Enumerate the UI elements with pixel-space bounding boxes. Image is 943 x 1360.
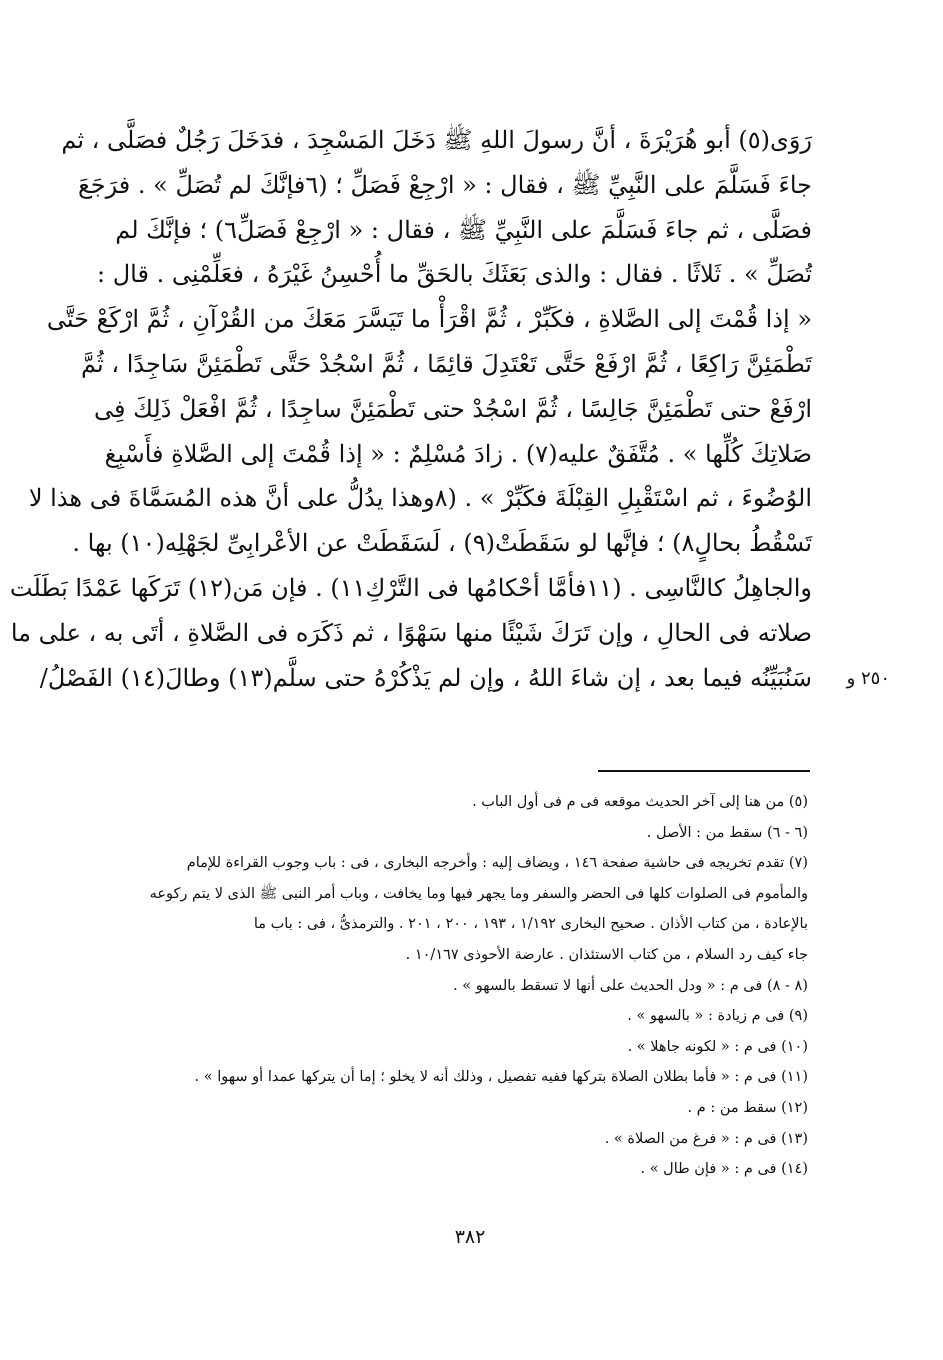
- main-text-line: رَوَى(٥) أبو هُرَيْرَةَ ، أنَّ رسولَ اللهِ ﷺ دَخَلَ المَسْجِدَ ، فدَخَلَ رَجُلٌ فصَلَّى ، ثم: [61, 126, 812, 154]
- main-text-block: [9, 118, 812, 700]
- main-text-line: صلاته فى الحالِ ، وإن تَرَكَ شَيْئًا منها سَهْوًا ، ثم ذَكَرَه فى الصَّلاةِ ، أتَى به ، على ما: [10, 618, 812, 647]
- footnote-line: (٩) فى م زيادة : « بالسهو » .: [627, 1008, 808, 1025]
- footnote-line: والمأموم فى الصلوات كلها فى الحضر والسفر وما يجهر فيها وما يخافت ، وباب أمر النبى ﷺ الذى لا يتم ركوعه: [149, 885, 808, 902]
- footnote-line: (٨ - ٨) فى م : « ودل الحديث على أنها لا تسقط بالسهو » .: [453, 977, 808, 994]
- main-text-line: الوُضُوءَ ، ثم اسْتَقْبِلِ القِبْلَةَ فكَبِّرْ » . (٨وهذا يدُلُّ على أنَّ هذه المُسَمَّاةَ فى هذا لا: [28, 484, 812, 513]
- footnote-line: (١٣) فى م : « فرغ من الصلاة » .: [604, 1130, 808, 1147]
- main-text-line: والجاهِلُ كالنَّاسِى . (١١فأمَّا أحْكامُها فى التَّرْكِ١١) . فإن مَن(١٢) تَرَكَها عَمْدًا بَطَلَت: [9, 573, 812, 602]
- footnote-line: (٥) من هنا إلى آخر الحديث موقعه فى م فى أول الباب .: [472, 794, 808, 810]
- footnote-line: جاء كيف رد السلام ، من كتاب الاستئذان . عارضة الأحوذى ١٠/١٦٧ .: [405, 946, 808, 963]
- main-text-line: تَسْقُطُ بحالٍ٨) ؛ فإنَّها لو سَقَطَتْ(٩) ، لَسَقَطَتْ عن الأعْرابِىِّ لجَهْلِه(١٠) بها .: [72, 529, 812, 558]
- footnote-line: (١٠) فى م : « لكونه جاهلا » .: [627, 1038, 808, 1055]
- footnote-line: بالإعادة ، من كتاب الأذان . صحيح البخارى ١/١٩٢ ، ١٩٣ ، ٢٠٠ ، ٢٠١ . والترمذىُّ ، فى : باب ما: [253, 916, 808, 933]
- main-text-line: سَنُبَيِّنُه فيما بعد ، إن شاءَ اللهُ ، وإن لم يَذْكُرْهُ حتى سلَّم(١٣) وطالَ(١٤) الفَصْلُ/: [39, 663, 812, 692]
- footnote-line: (١٢) سقط من : م .: [687, 1099, 808, 1116]
- footnote-line: (١٤) فى م : « فإن طال » .: [640, 1161, 808, 1178]
- footnote-line: (٧) تقدم تخريجه فى حاشية صفحة ١٤٦ ، ويضاف إليه : وأخرجه البخارى ، فى : باب وجوب القراءة للإمام: [186, 855, 808, 872]
- main-text-line: تَطْمَئِنَّ رَاكِعًا ، ثُمَّ ارْفَعْ حَتَّى تَعْتَدِلَ قائِمًا ، ثُمَّ اسْجُدْ حَتَّى تَطْمَئِنَّ سَاجِدًا ، ثُمَّ: [81, 349, 812, 378]
- footnote-line: (٦ - ٦) سقط من : الأصل .: [646, 824, 808, 841]
- footnote-line: (١١) فى م : « فأما بطلان الصلاة بتركها ففيه تفصيل ، وذلك أنه لا يخلو ؛ إما أن يتركها عمدا أو سهوا » .: [194, 1069, 808, 1086]
- manuscript-folio-marker: ٢٥٠ و: [846, 668, 890, 689]
- main-text-line: « إذا قُمْتَ إلى الصَّلاةِ ، فكَبِّرْ ، ثُمَّ اقْرَأْ ما تَيَسَّرَ مَعَكَ من القُرْآنِ ، ثُمَّ ارْكَعْ حَتَّى: [46, 305, 812, 334]
- page-number: ٣٨٢: [454, 1226, 486, 1248]
- footnotes-block: [149, 787, 808, 1185]
- main-text-line: فصَلَّى ، ثم جاءَ فَسَلَّمَ على النَّبِيِّ ﷺ ، فقال : « ارْجِعْ فَصَلِّ٦) ؛ فإنَّكَ لم: [115, 215, 812, 244]
- main-text-line: صَلاتِكَ كُلِّها » . مُتَّفَقٌ عليه(٧) . زادَ مُسْلِمٌ : « إذا قُمْتَ إلى الصَّلاةِ فأَسْبِغ: [104, 439, 812, 468]
- main-text-line: ارْفَعْ حتى تَطْمَئِنَّ جَالِسًا ، ثُمَّ اسْجُدْ حتى تَطْمَئِنَّ ساجِدًا ، ثُمَّ افْعَلْ ذَلِكَ فِى: [94, 394, 812, 423]
- main-text-line: جاءَ فَسَلَّمَ على النَّبِيِّ ﷺ ، فقال : « ارْجِعْ فَصَلِّ ؛ (٦فإنَّكَ لم تُصَلِّ » . فرَجَعَ: [77, 170, 812, 199]
- footnote-separator: [598, 770, 810, 772]
- main-text-line: تُصَلِّ » . ثَلاثًا . فقال : والذى بَعَثَكَ بالحَقِّ ما أُحْسِنُ غَيْرَهُ ، فعَلِّمْنِى . قال :: [97, 260, 812, 289]
